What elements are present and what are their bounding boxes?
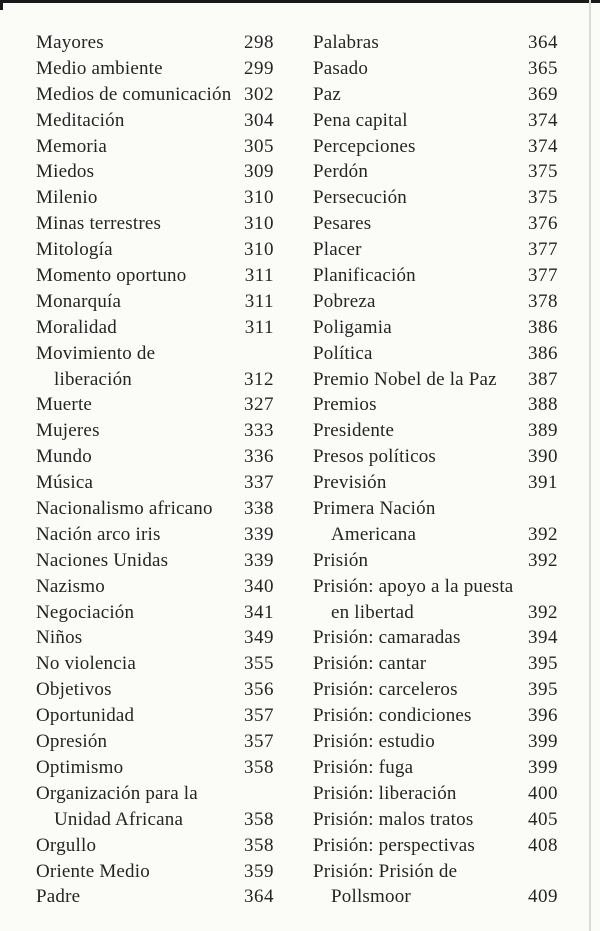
entry-label: Prisión: estudio	[313, 731, 435, 753]
index-entry	[313, 211, 558, 237]
entry-label: Padre	[36, 886, 81, 908]
entry-label: Pollsmoor	[331, 886, 411, 908]
index-entry	[313, 418, 558, 444]
entry-page: 374	[528, 109, 558, 131]
index-entry	[313, 134, 558, 160]
entry-page: 396	[528, 705, 558, 727]
index-entry	[313, 859, 558, 885]
entry-page: 311	[244, 265, 274, 287]
index-entry	[313, 522, 558, 548]
entry-page: 327	[244, 394, 274, 416]
entry-label: Medio ambiente	[36, 57, 163, 79]
index-entry	[313, 392, 558, 418]
entry-label: Pesares	[313, 213, 372, 235]
entry-label: Oriente Medio	[36, 860, 150, 882]
entry-label: Presidente	[313, 420, 395, 442]
entry-page: 391	[528, 472, 558, 494]
entry-label: Organización para la	[36, 782, 198, 804]
entry-label: Palabras	[313, 32, 379, 53]
entry-page: 358	[244, 808, 274, 830]
entry-page: 364	[244, 886, 274, 908]
entry-label: Nacionalismo africano	[36, 498, 213, 520]
entry-label: Moralidad	[36, 316, 117, 338]
index-entry	[36, 807, 274, 833]
index-entry	[36, 729, 274, 755]
entry-label: Americana	[331, 523, 417, 545]
entry-label: Prisión: perspectivas	[313, 834, 475, 856]
index-entry	[36, 263, 274, 289]
index-entry	[313, 651, 558, 677]
entry-page: 364	[528, 32, 558, 53]
entry-label: Memoria	[36, 135, 108, 157]
index-entry	[36, 82, 274, 108]
entry-label: Premios	[313, 394, 377, 416]
entry-label: Prisión: Prisión de	[313, 860, 458, 882]
entry-label: Medios de comunicación	[36, 83, 232, 105]
index-entry	[313, 884, 558, 910]
entry-label: Meditación	[36, 109, 125, 131]
index-entry	[36, 418, 274, 444]
scan-top-edge	[0, 0, 600, 3]
entry-page: 310	[244, 239, 274, 261]
index-entry	[313, 496, 558, 522]
entry-page: 355	[244, 653, 274, 675]
index-entry	[36, 392, 274, 418]
index-entry	[313, 341, 558, 367]
entry-label: Placer	[313, 239, 362, 261]
entry-label: Opresión	[36, 731, 108, 753]
index-entry	[36, 884, 274, 910]
index-entry	[36, 781, 274, 807]
index-entry	[313, 56, 558, 82]
entry-page: 375	[528, 161, 558, 183]
entry-label: Pobreza	[313, 290, 376, 312]
entry-label: Oportunidad	[36, 705, 135, 727]
index-entry	[36, 677, 274, 703]
index-entry	[36, 651, 274, 677]
entry-page: 376	[528, 213, 558, 235]
entry-page: 311	[244, 316, 274, 338]
entry-label: Movimiento de	[36, 342, 156, 364]
entry-page: 377	[528, 265, 558, 287]
entry-label: Prisión: condiciones	[313, 705, 472, 727]
entry-page: 333	[244, 420, 274, 442]
entry-label: Nación arco iris	[36, 523, 161, 545]
entry-page: 399	[528, 731, 558, 753]
index-entry	[313, 237, 558, 263]
index-entry	[313, 677, 558, 703]
index-entry	[36, 600, 274, 626]
entry-page: 395	[528, 679, 558, 701]
entry-label: Monarquía	[36, 290, 122, 312]
entry-label: Mitología	[36, 239, 113, 261]
index-entry	[36, 315, 274, 341]
index-entry	[313, 781, 558, 807]
entry-page: 309	[244, 161, 274, 183]
index-entry	[313, 548, 558, 574]
index-entry	[36, 755, 274, 781]
index-entry	[36, 574, 274, 600]
entry-page: 338	[244, 498, 274, 520]
entry-label: Prisión: liberación	[313, 782, 457, 804]
entry-page: 387	[528, 368, 558, 390]
entry-page: 365	[528, 57, 558, 79]
entry-page: 392	[528, 523, 558, 545]
entry-label: Nazismo	[36, 575, 105, 597]
index-entry	[36, 159, 274, 185]
entry-label: Orgullo	[36, 834, 97, 856]
index-entry	[313, 625, 558, 651]
entry-page: 394	[528, 627, 558, 649]
index-entry	[313, 263, 558, 289]
entry-label: Prisión: cantar	[313, 653, 427, 675]
entry-label: Persecución	[313, 187, 407, 209]
entry-page: 386	[528, 342, 558, 364]
index-entry	[36, 833, 274, 859]
entry-label: Perdón	[313, 161, 369, 183]
scan-corner-mark	[0, 0, 3, 10]
entry-page: 369	[528, 83, 558, 105]
entry-label: Percepciones	[313, 135, 416, 157]
entry-label: Poligamia	[313, 316, 392, 338]
index-entry	[313, 159, 558, 185]
index-entry	[36, 548, 274, 574]
entry-page: 339	[244, 523, 274, 545]
entry-page: 389	[528, 420, 558, 442]
entry-label: Primera Nación	[313, 498, 436, 520]
entry-page: 299	[244, 57, 274, 79]
entry-page: 310	[244, 213, 274, 235]
index-entry	[36, 134, 274, 160]
index-entry	[36, 496, 274, 522]
entry-page: 408	[528, 834, 558, 856]
index-entry	[313, 444, 558, 470]
entry-label: Objetivos	[36, 679, 112, 701]
entry-page: 377	[528, 239, 558, 261]
index-entry	[36, 522, 274, 548]
index-entry	[313, 82, 558, 108]
entry-label: en libertad	[331, 601, 414, 623]
entry-page: 339	[244, 549, 274, 571]
entry-label: Presos políticos	[313, 446, 437, 468]
entry-page: 357	[244, 731, 274, 753]
entry-label: Pasado	[313, 57, 369, 79]
entry-page: 359	[244, 860, 274, 882]
entry-label: Minas terrestres	[36, 213, 162, 235]
entry-page: 310	[244, 187, 274, 209]
index-entry	[36, 185, 274, 211]
index-entry	[313, 470, 558, 496]
entry-page: 409	[528, 886, 558, 908]
index-entry	[36, 211, 274, 237]
index-entry	[36, 859, 274, 885]
entry-page: 386	[528, 316, 558, 338]
index-column-right	[313, 30, 558, 910]
index-entry	[36, 341, 274, 367]
index-entry	[313, 755, 558, 781]
entry-label: Música	[36, 472, 94, 494]
entry-label: Planificación	[313, 265, 416, 287]
entry-label: No violencia	[36, 653, 137, 675]
index-entry	[313, 729, 558, 755]
index-entry	[313, 703, 558, 729]
index-entry	[36, 625, 274, 651]
entry-page: 312	[244, 368, 274, 390]
entry-page: 357	[244, 705, 274, 727]
entry-page: 340	[244, 575, 274, 597]
entry-label: Mayores	[36, 32, 104, 53]
index-entry	[36, 30, 274, 56]
index-entry	[313, 600, 558, 626]
entry-label: Prisión: fuga	[313, 756, 414, 778]
entry-page: 337	[244, 472, 274, 494]
index-entry	[36, 56, 274, 82]
index-entry	[36, 367, 274, 393]
entry-page: 374	[528, 135, 558, 157]
entry-page: 336	[244, 446, 274, 468]
entry-label: Premio Nobel de la Paz	[313, 368, 497, 390]
entry-page: 341	[244, 601, 274, 623]
index-entry	[313, 315, 558, 341]
entry-page: 302	[244, 83, 274, 105]
index-entry	[313, 289, 558, 315]
entry-label: Optimismo	[36, 756, 124, 778]
index-entry	[36, 237, 274, 263]
entry-page: 358	[244, 834, 274, 856]
index-entry	[313, 185, 558, 211]
entry-label: Paz	[313, 83, 342, 105]
index-entry	[36, 289, 274, 315]
entry-label: Niños	[36, 627, 83, 649]
index-column-left	[36, 30, 274, 910]
entry-page: 395	[528, 653, 558, 675]
scan-right-edge-line	[589, 0, 591, 931]
entry-page: 405	[528, 808, 558, 830]
entry-page: 298	[244, 32, 274, 53]
entry-page: 399	[528, 756, 558, 778]
entry-label: Prisión: carceleros	[313, 679, 458, 701]
entry-label: Muerte	[36, 394, 93, 416]
entry-label: Política	[313, 342, 373, 364]
entry-label: Naciones Unidas	[36, 549, 169, 571]
entry-label: Milenio	[36, 187, 98, 209]
entry-page: 375	[528, 187, 558, 209]
entry-label: Momento oportuno	[36, 265, 187, 287]
index-entry	[313, 30, 558, 56]
entry-page: 305	[244, 135, 274, 157]
entry-label: Mundo	[36, 446, 92, 468]
index-entry	[313, 574, 558, 600]
entry-label: Prisión	[313, 549, 369, 571]
index-entry	[36, 703, 274, 729]
index-entry	[36, 444, 274, 470]
entry-label: Negociación	[36, 601, 135, 623]
entry-label: Mujeres	[36, 420, 100, 442]
entry-page: 392	[528, 601, 558, 623]
entry-page: 304	[244, 109, 274, 131]
entry-label: Prisión: malos tratos	[313, 808, 474, 830]
entry-page: 392	[528, 549, 558, 571]
index-entry	[313, 833, 558, 859]
entry-label: Unidad Africana	[54, 808, 184, 830]
entry-page: 390	[528, 446, 558, 468]
entry-label: liberación	[54, 368, 132, 390]
index-entry	[313, 108, 558, 134]
entry-label: Miedos	[36, 161, 95, 183]
entry-page: 378	[528, 290, 558, 312]
entry-page: 388	[528, 394, 558, 416]
entry-page: 356	[244, 679, 274, 701]
entry-page: 400	[528, 782, 558, 804]
entry-label: Pena capital	[313, 109, 408, 131]
index-entry	[313, 807, 558, 833]
entry-page: 349	[244, 627, 274, 649]
entry-label: Previsión	[313, 472, 387, 494]
index-entry	[36, 108, 274, 134]
entry-page: 311	[244, 290, 274, 312]
entry-label: Prisión: camaradas	[313, 627, 461, 649]
index-entry	[36, 470, 274, 496]
entry-label: Prisión: apoyo a la puesta	[313, 575, 514, 597]
entry-page: 358	[244, 756, 274, 778]
index-entry	[313, 367, 558, 393]
